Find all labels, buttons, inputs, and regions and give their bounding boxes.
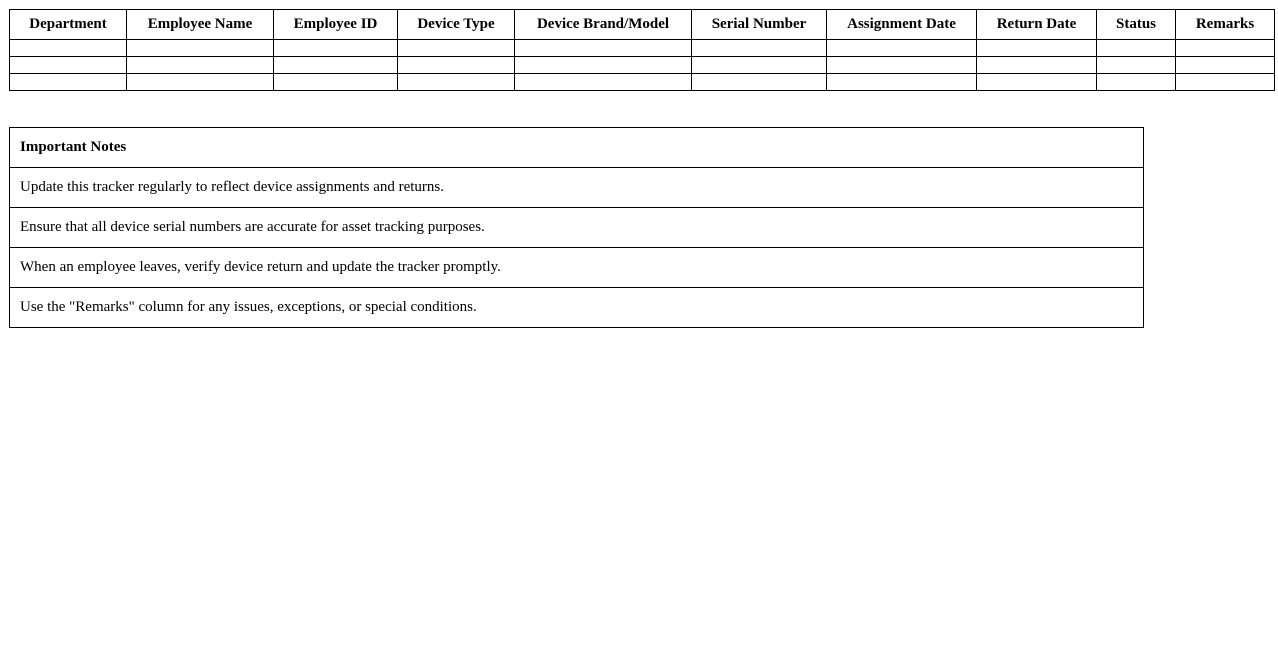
tracker-table-head <box>10 10 1275 40</box>
column-header-remarks: Remarks <box>1176 10 1275 40</box>
note-text: Ensure that all device serial numbers are accurate for asset tracking purposes. <box>10 208 1144 248</box>
cell-status[interactable] <box>1097 40 1176 57</box>
list-item <box>10 288 1144 328</box>
column-header-device-brand-model: Device Brand/Model <box>515 10 692 40</box>
cell-device-brand-model[interactable] <box>515 40 692 57</box>
note-text: Use the "Remarks" column for any issues, exceptions, or special conditions. <box>10 288 1144 328</box>
cell-remarks[interactable] <box>1176 57 1275 74</box>
table-row[interactable] <box>10 57 1275 74</box>
column-header-employee-name: Employee Name <box>127 10 274 40</box>
table-row[interactable] <box>10 74 1275 91</box>
cell-return-date[interactable] <box>977 74 1097 91</box>
column-header-employee-id: Employee ID <box>274 10 398 40</box>
column-header-assignment-date: Assignment Date <box>827 10 977 40</box>
cell-employee-id[interactable] <box>274 74 398 91</box>
cell-status[interactable] <box>1097 57 1176 74</box>
cell-status[interactable] <box>1097 74 1176 91</box>
column-header-serial-number: Serial Number <box>692 10 827 40</box>
table-row[interactable] <box>10 40 1275 57</box>
cell-remarks[interactable] <box>1176 74 1275 91</box>
cell-serial-number[interactable] <box>692 57 827 74</box>
cell-assignment-date[interactable] <box>827 74 977 91</box>
cell-employee-name[interactable] <box>127 74 274 91</box>
column-header-status: Status <box>1097 10 1176 40</box>
cell-assignment-date[interactable] <box>827 40 977 57</box>
cell-return-date[interactable] <box>977 40 1097 57</box>
device-assignment-tracker-table <box>9 9 1275 91</box>
note-text: Update this tracker regularly to reflect device assignments and returns. <box>10 168 1144 208</box>
cell-serial-number[interactable] <box>692 74 827 91</box>
tracker-table-body <box>10 40 1275 91</box>
note-text: When an employee leaves, verify device return and update the tracker promptly. <box>10 248 1144 288</box>
cell-device-brand-model[interactable] <box>515 74 692 91</box>
list-item <box>10 168 1144 208</box>
column-header-device-type: Device Type <box>398 10 515 40</box>
cell-department[interactable] <box>10 74 127 91</box>
notes-table-head <box>10 128 1144 168</box>
column-header-department: Department <box>10 10 127 40</box>
notes-header-row <box>10 128 1144 168</box>
cell-employee-id[interactable] <box>274 40 398 57</box>
cell-remarks[interactable] <box>1176 40 1275 57</box>
important-notes-table <box>9 127 1144 328</box>
cell-device-brand-model[interactable] <box>515 57 692 74</box>
cell-assignment-date[interactable] <box>827 57 977 74</box>
cell-device-type[interactable] <box>398 74 515 91</box>
cell-device-type[interactable] <box>398 40 515 57</box>
notes-table-body <box>10 168 1144 328</box>
column-header-return-date: Return Date <box>977 10 1097 40</box>
cell-employee-name[interactable] <box>127 40 274 57</box>
cell-department[interactable] <box>10 40 127 57</box>
notes-heading: Important Notes <box>10 128 1144 168</box>
list-item <box>10 208 1144 248</box>
cell-return-date[interactable] <box>977 57 1097 74</box>
cell-employee-id[interactable] <box>274 57 398 74</box>
cell-employee-name[interactable] <box>127 57 274 74</box>
tracker-header-row <box>10 10 1275 40</box>
cell-department[interactable] <box>10 57 127 74</box>
cell-serial-number[interactable] <box>692 40 827 57</box>
cell-device-type[interactable] <box>398 57 515 74</box>
list-item <box>10 248 1144 288</box>
